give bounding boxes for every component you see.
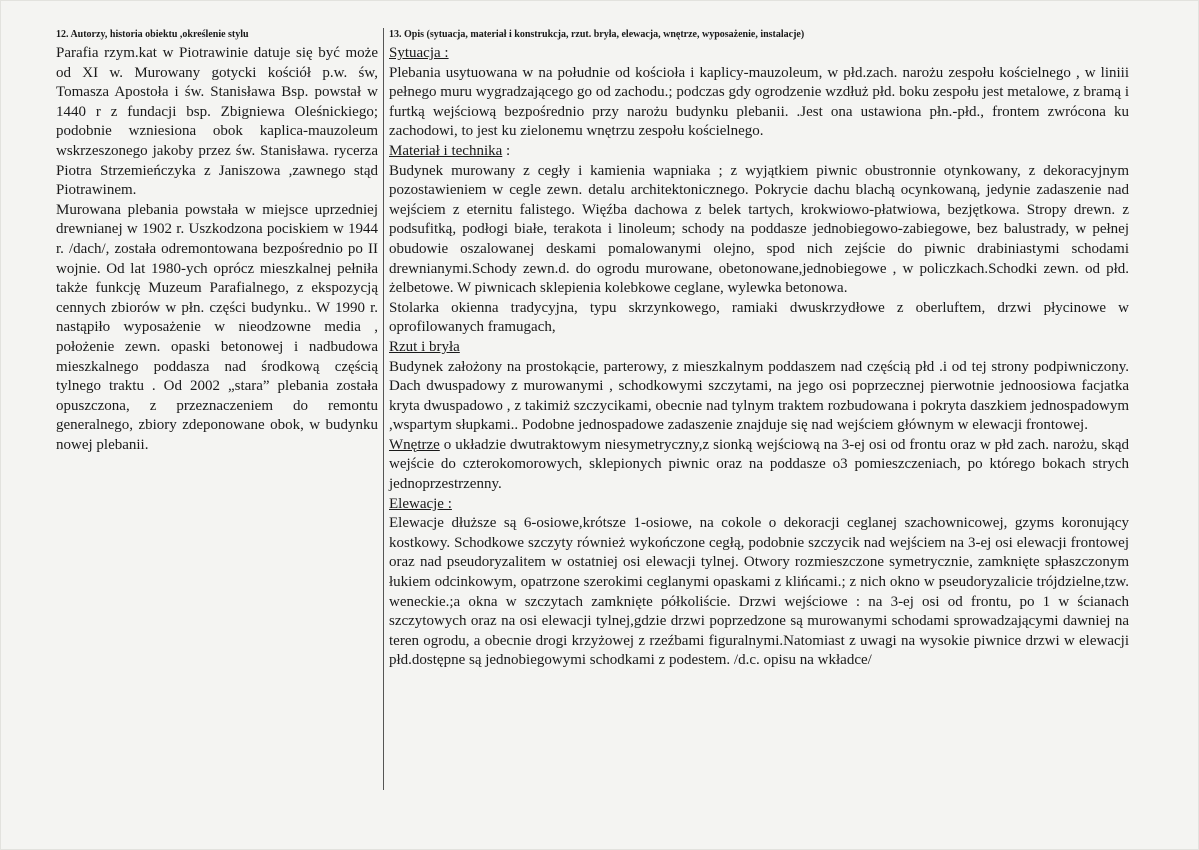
material-title: Materiał i technika — [389, 142, 503, 159]
elewacje-text: Elewacje dłuższe są 6-osiowe,krótsze 1-osiowe, na cokole o dekoracji ceglanej szachownicowej, gzyms koronujący kostkowy. Schodkowe szczyty również wykończone cegłą, podobnie szczycik nad wejściem na 3-ej osi elewacji frontowej oraz nad pseudoryzalitem w ostatniej osi elewacji tylnej. Otwory rozmieszczone symetrycznie, zamknięte spłaszczonym łukiem odcinkowym, opatrzone szerokimi ceglanymi opaskami z klińcami.; z nich okno w pseudoryzalicie trójdzielne,tzw. weneckie.;a okna w szczytach zamknięte półkoliście. Drzwi wejściowe : na 3-ej osi od frontu, po 1 w ścianach szczytowych oraz na osi elewacji tylnej,gdzie drzwi poprzedzone są murowanymi schodami sprowadzającymi dawniej na teren ogrodu, a obecnie drogi krzyżowej z rzeźbami figuralnymi.Natomiast z uwagi na wysokie piwnice drzwi w elewacji płd.dostępne są jednobiegowymi schodkami z podestem. /d.c. opisu na wkładce/ — [389, 515, 1129, 669]
history-column — [56, 28, 378, 455]
column-divider — [383, 28, 384, 790]
description-header: 13. Opis (sytuacja, materiał i konstrukcja, rzut. bryła, elewacja, wnętrze, wyposażenie, instalacje) — [389, 29, 805, 40]
sytuacja-title: Sytuacja : — [389, 45, 449, 61]
history-paragraph-rectory: Murowana plebania powstała w miejsce uprzedniej drewnianej w 1902 r. Uszkodzona pociskiem w 1944 r. /dach/, została odremontowana bezpośrednio po II wojnie. Od lat 1980-ych oprócz mieszkalnej pełniła także funkcję Muzeum Parafialnego, z ekspozycją cennych zbiorów w płn. części budynku.. W 1990 r. nastąpiło wyposażenie w nieodzowne media , położenie zewn. opaski betonowej i nadbudowa mieszkalnego poddasza nad środkową częścią tylnego traktu . Od 2002 „stara” plebania została opuszczona, z przeznaczeniem do remontu generalnego, zbiory zdeponowane obok, w budynku nowej plebanii. — [56, 201, 378, 453]
material-text: Budynek murowany z cegły i kamienia wapniaka ; z wyjątkiem piwnic obustronnie otynkowany, z dekoracyjnym pozostawieniem w cegle zewn. detalu architektonicznego. Pokrycie dachu blachą ocynkowaną, jedynie zadaszenie nad wejściem z eternitu falistego. Więźba dachowa z belek tartych, krokwiowo-płatwiowa, bezjętkowa. Stropy drewn. z podsufitką, podłogi białe, terakota i linoleum; schody na poddasze jednobiegowo-zabiegowe, bez balustrady, w pełnej obudowie oszalowanej deskami pomalowanymi olejno, spod nich zejście do piwnic drabiniastymi schodami drewnianymi.Schody zewn.d. do ogrodu murowane, obetonowane,jednobiegowe , w policzkach.Schodki zewn. od płd. żelbetowe. W piwnicach sklepienia kolebkowe ceglane, wylewka betonowa. — [389, 162, 1129, 297]
wnetrze-paragraph — [389, 436, 1129, 495]
material-title-line — [389, 142, 1129, 162]
material-title-colon: : — [502, 142, 511, 159]
history-header: 12. Autorzy, historia obiektu ,określenie stylu — [56, 29, 249, 40]
wnetrze-text: o układzie dwutraktowym niesymetryczny,z sionką wejściową na 3-ej osi od frontu oraz w płd zach. narożu, skąd wejście do czterokomorowych, sklepionych piwnic oraz na poddasze o3 pomieszczeniach, po którego bokach strych jednoprzestrzenny. — [389, 436, 1129, 493]
history-paragraph-church: Parafia rzym.kat w Piotrawinie datuje się być może od XI w. Murowany gotycki kościół p.w. św, Tomasza Apostoła i św. Stanisława Bsp. powstał w 1440 r z fundacji bsp. Zbigniewa Oleśnickiego; podobnie wzniesiona obok kaplica-mauzoleum wskrzeszonego jakoby przez św. Stanisława. rycerza Piotra Strzemieńczyka z Janiszowa ,zawnego stąd Piotrawinem. — [56, 45, 378, 199]
rzut-title: Rzut i bryła — [389, 338, 460, 355]
elewacje-title: Elewacje : — [389, 495, 452, 512]
stolarka-text: Stolarka okienna tradycyjna, typu skrzynkowego, ramiaki dwuskrzydłowe z oberluftem, drzwi płycinowe w oprofilowanych framugach, — [389, 299, 1129, 336]
sytuacja-text: Plebania usytuowana w na południe od kościoła i kaplicy-mauzoleum, w płd.zach. narożu zespołu kościelnego , w liniii pełnego muru wygradzającego go od zachodu.; podczas gdy ogrodzenie wzdłuż płd. boku zespołu jest metalowe, z bramą i furtką wejściową bezpośrednio przy narożu budynku plebanii. .Jest ona ustawiona płn.-płd., frontem zwrócona ku zachodowi, to jest ku zielonemu wnętrzu zespołu kościelnego. — [389, 64, 1129, 140]
description-column — [389, 28, 1129, 671]
wnetrze-title: Wnętrze — [389, 436, 440, 453]
rzut-text: Budynek założony na prostokącie, parterowy, z mieszkalnym poddaszem nad częścią płd .i od tej strony podpiwniczony. Dach dwuspadowy z murowanymi , schodkowymi szczytami, na jego osi poprzecznej pierwotnie jednoosiowa facjatka kryta dwuspadowo , z takimiż szczycikami, obecnie nad tylnym traktem rozbudowana i pokryta daszkiem jednospadowym ,wspartym słupkami.. Podobne jednospadowe zadaszenie znajduje się nad wejściem głównym w elewacji frontowej. — [389, 358, 1129, 434]
